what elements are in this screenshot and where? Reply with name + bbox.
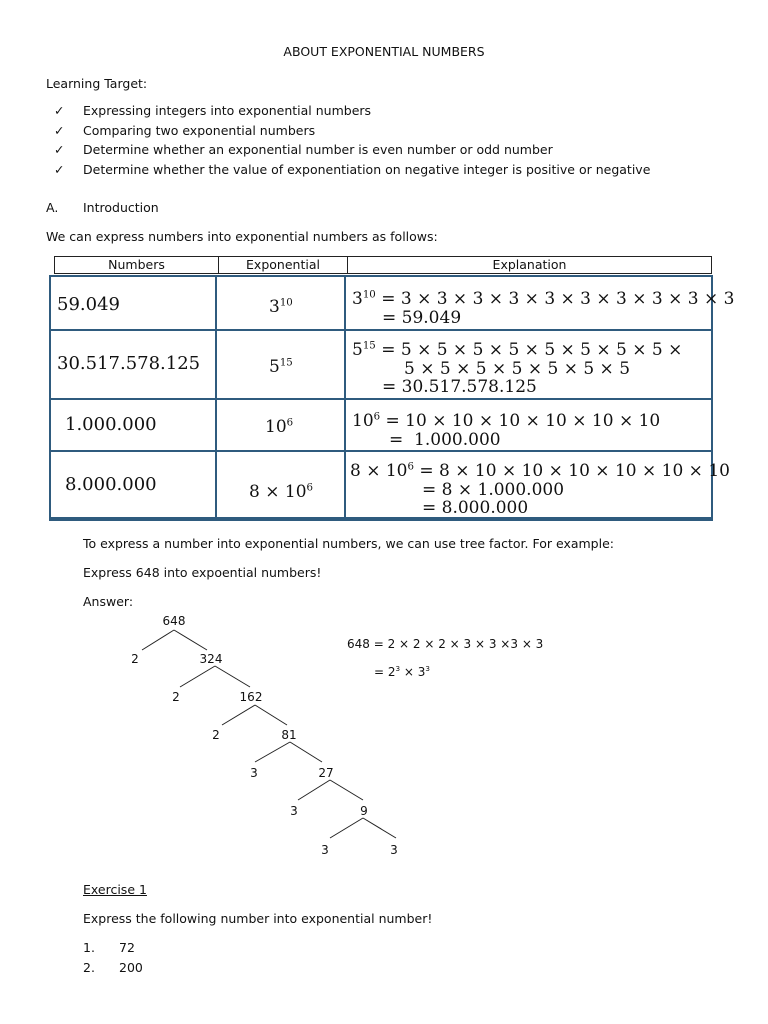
tree-node: 81 — [281, 728, 297, 742]
tree-branch — [255, 705, 287, 725]
tree-node: 3 — [250, 766, 258, 780]
learning-target-heading: Learning Target: — [46, 76, 148, 91]
tree-node: 9 — [360, 804, 368, 818]
exp-base: 5 — [269, 357, 280, 377]
section-letter: A. — [46, 200, 59, 215]
expl-power: 15 — [362, 340, 376, 352]
expl-power: 6 — [373, 411, 381, 423]
tree-branch — [222, 705, 255, 725]
intro-text: We can express numbers into exponential numbers as follows: — [46, 229, 438, 244]
expl-line2: = 8 × 1.000.000 — [422, 480, 565, 500]
expl-line2: = 1.000.000 — [389, 430, 501, 450]
header-numbers: Numbers — [55, 257, 219, 273]
exp-power: 6 — [306, 482, 313, 494]
tree-node: 27 — [318, 766, 334, 780]
exp-power: 6 — [286, 417, 294, 429]
tree-node: 324 — [199, 652, 223, 666]
exp-base: 10 — [284, 482, 307, 502]
header-explanation: Explanation — [492, 257, 567, 272]
tree-node: 3 — [390, 843, 398, 857]
tree-branch — [330, 780, 363, 800]
tree-branch — [142, 630, 174, 650]
exercise-heading: Exercise 1 — [83, 882, 147, 897]
tree-node: 3 — [321, 843, 329, 857]
expl-line1: = 8 × 10 × 10 × 10 × 10 × 10 × 10 — [413, 461, 730, 481]
check-icon: ✓ — [54, 142, 65, 157]
expl-line3: = 30.517.578.125 — [382, 377, 537, 397]
check-icon: ✓ — [54, 161, 65, 177]
number-cell: 8.000.000 — [65, 474, 157, 495]
expl-line3: = 8.000.000 — [422, 498, 529, 518]
expl-line2: 5 × 5 × 5 × 5 × 5 × 5 × 5 — [404, 359, 631, 379]
expl-base: 5 — [352, 340, 363, 360]
exp-base: 3 — [269, 297, 280, 317]
expl-line1: = 3 × 3 × 3 × 3 × 3 × 3 × 3 × 3 × 3 × 3 — [375, 289, 735, 309]
tree-intro-text: To express a number into exponential numbers, we can use tree factor. For example: — [83, 536, 614, 551]
tree-node: 648 — [162, 614, 186, 628]
expl-line1: = 5 × 5 × 5 × 5 × 5 × 5 × 5 × 5 × — [375, 340, 683, 360]
expl-power: 10 — [362, 289, 376, 301]
expl-base: 3 — [352, 289, 363, 309]
tree-branch — [174, 630, 207, 650]
tree-node: 162 — [239, 690, 263, 704]
exp-power: 15 — [279, 357, 293, 369]
equation-line1: 648 = 2 × 2 × 2 × 3 × 3 ×3 × 3 — [347, 637, 544, 651]
equation-power-1: 3 — [395, 664, 401, 673]
tree-branch — [363, 818, 396, 838]
exp-power: 10 — [279, 297, 293, 309]
example-prompt: Express 648 into expoential numbers! — [83, 565, 322, 580]
exercise-item-number: 2. — [83, 960, 95, 975]
answer-label: Answer: — [83, 594, 134, 609]
tree-node: 2 — [212, 728, 220, 742]
exp-prefix: 8 × — [249, 482, 285, 502]
expl-base: 8 × 10 — [350, 461, 408, 481]
tree-node: 2 — [131, 652, 139, 666]
number-cell: 30.517.578.125 — [57, 353, 201, 374]
learning-target-text: Comparing two exponential numbers — [83, 122, 316, 138]
tree-node: 2 — [172, 690, 180, 704]
exercise-item-value: 200 — [119, 960, 143, 975]
page-title: ABOUT EXPONENTIAL NUMBERS — [283, 44, 485, 59]
tree-branch — [290, 742, 322, 762]
check-icon: ✓ — [54, 103, 65, 118]
expl-line1: = 10 × 10 × 10 × 10 × 10 × 10 — [380, 411, 661, 431]
tree-branch — [215, 666, 250, 687]
header-exponential: Exponential — [219, 257, 348, 273]
equation-power-2: 3 — [425, 664, 430, 673]
number-cell: 59.049 — [57, 294, 120, 315]
tree-branch — [180, 666, 215, 687]
tree-branch — [298, 780, 330, 800]
equation-line2 — [374, 665, 430, 679]
expl-line2: = 59.049 — [382, 308, 462, 328]
learning-target-text: Determine whether the value of exponentiation on negative integer is positive or negative — [83, 161, 651, 177]
section-heading: Introduction — [83, 200, 159, 215]
number-cell: 1.000.000 — [65, 414, 157, 435]
exp-base: 10 — [265, 417, 287, 437]
check-icon: ✓ — [54, 122, 65, 138]
tree-branch — [255, 742, 290, 762]
expl-base: 10 — [352, 411, 374, 431]
expl-power: 6 — [407, 461, 414, 473]
exercise-item-value: 72 — [119, 940, 135, 955]
tree-branch — [330, 818, 363, 838]
exercise-instruction: Express the following number into exponential number! — [83, 911, 433, 926]
learning-target-text: Determine whether an exponential number is even number or odd number — [83, 142, 553, 157]
exercise-item-number: 1. — [83, 940, 95, 955]
tree-node: 3 — [290, 804, 298, 818]
learning-target-text: Expressing integers into exponential numbers — [83, 103, 372, 118]
equation-prefix: = 2 — [374, 665, 396, 679]
equation-mid: × 3 — [400, 665, 426, 679]
